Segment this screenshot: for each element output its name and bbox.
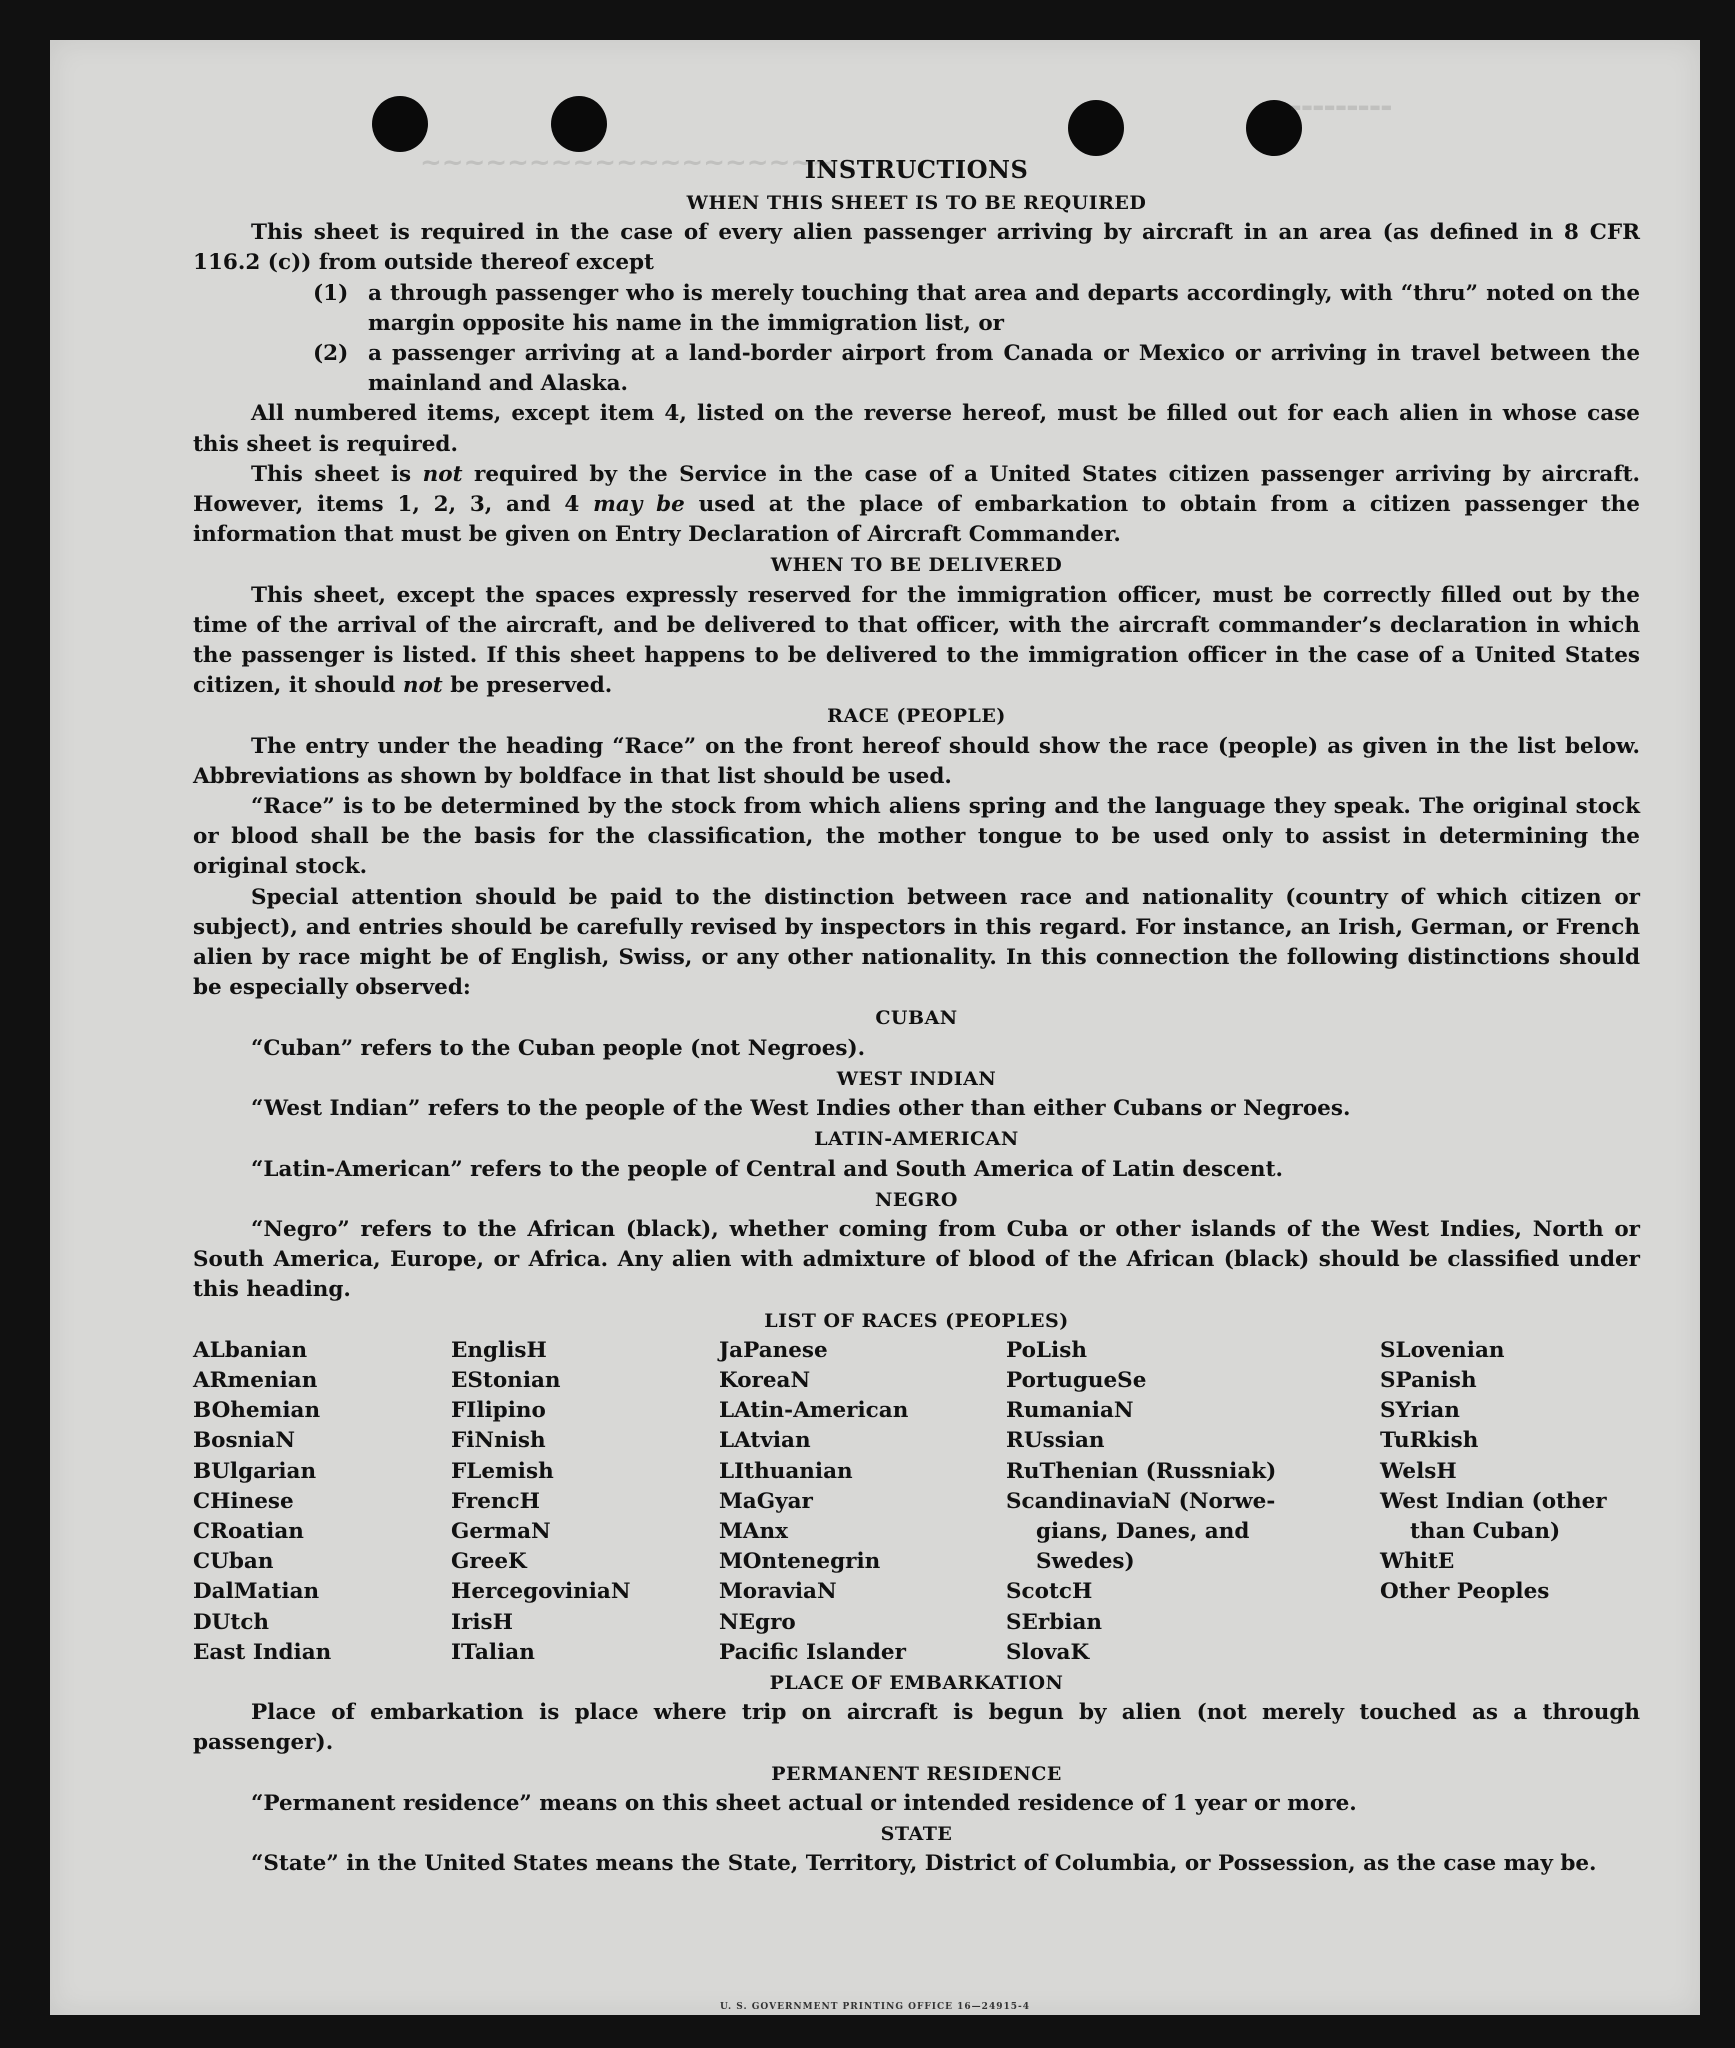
section-heading: NEGRO bbox=[875, 1188, 958, 1211]
race-item: ITalian bbox=[451, 1639, 535, 1665]
race-item: CUban bbox=[193, 1549, 274, 1575]
race-column bbox=[451, 1336, 719, 1668]
race-item: BosniaN bbox=[193, 1428, 295, 1454]
paragraph: “State” in the United States means the State, Territory, District of Columbia, or Possession, as the case may be. bbox=[251, 1851, 1597, 1877]
race-item: LAtvian bbox=[719, 1428, 811, 1454]
race-item: RumaniaN bbox=[1006, 1398, 1134, 1424]
paragraph: “Race” is to be determined by the stock from which aliens spring and the language they speak. The original stock or blood shall be the basis for the classification, the mother tongue to be used only to assist in determining the original stock. bbox=[193, 794, 1640, 880]
text-run: This sheet, except the spaces expressly reserved for the immigration officer, must be correctly filled out by the time of the arrival of the aircraft, and be delivered to that officer, with the aircraft commander’s declaration in which the passenger is listed. If this sheet happens to be delivered to the immigration officer in the case of a United States citizen, it should bbox=[193, 582, 1640, 699]
italic-text: not bbox=[402, 673, 443, 699]
race-column bbox=[719, 1336, 1006, 1668]
race-item: TuRkish bbox=[1380, 1428, 1479, 1454]
race-item: ScotcH bbox=[1006, 1579, 1093, 1605]
italic-text: not bbox=[422, 461, 463, 487]
section-heading: WEST INDIAN bbox=[836, 1067, 997, 1090]
race-item: RuThenian (Russniak) bbox=[1006, 1458, 1277, 1484]
race-item: gians, Danes, and bbox=[1036, 1518, 1250, 1544]
paragraph: “Negro” refers to the African (black), whether coming from Cuba or other islands of the West Indies, North or South America, Europe, or Africa. Any alien with admixture of blood of the African (black) should be classified under this heading. bbox=[193, 1216, 1640, 1303]
race-item: SErbian bbox=[1006, 1609, 1103, 1635]
section-heading: LIST OF RACES (PEOPLES) bbox=[764, 1309, 1069, 1332]
race-item: JaPanese bbox=[719, 1337, 828, 1363]
list-item bbox=[193, 339, 1640, 399]
race-column bbox=[1006, 1336, 1380, 1668]
race-item: GreeK bbox=[451, 1549, 527, 1575]
race-item: EnglisH bbox=[451, 1337, 547, 1363]
list-item bbox=[193, 279, 1640, 339]
printer-imprint: U. S. GOVERNMENT PRINTING OFFICE 16—24915-4 bbox=[720, 2002, 1030, 2012]
race-item: FiNnish bbox=[451, 1428, 546, 1454]
section-heading: STATE bbox=[880, 1822, 953, 1845]
italic-text: may be bbox=[593, 492, 685, 518]
item-number: (2) bbox=[313, 341, 349, 367]
text-run: The entry under the heading “Race” on the front hereof should show the race (people) as given in the list below. Abbreviations as shown by bbox=[193, 733, 1640, 789]
race-item: MAnx bbox=[719, 1518, 788, 1544]
paragraph: Special attention should be paid to the distinction between race and nationality (country of which citizen or subject), and entries should be carefully revised by inspectors in this regard. For instance, an Irish, German, or French alien by race might be of English, Swiss, or any other nationality. In this connection the following distinctions should be especially observed: bbox=[193, 884, 1640, 1001]
race-item: CRoatian bbox=[193, 1518, 304, 1544]
paragraph: “Latin-American” refers to the people of Central and South America of Latin descent. bbox=[251, 1156, 1283, 1182]
paragraph: “Permanent residence” means on this sheet actual or intended residence of 1 year or more. bbox=[251, 1790, 1357, 1816]
race-item: FIlipino bbox=[451, 1398, 546, 1424]
race-item: MaGyar bbox=[719, 1488, 813, 1514]
bold-text: boldface bbox=[519, 763, 622, 789]
race-item: IrisH bbox=[451, 1609, 513, 1635]
item-number: (1) bbox=[313, 280, 349, 306]
race-item: SYrian bbox=[1380, 1398, 1460, 1424]
race-item: NEgro bbox=[719, 1609, 796, 1635]
punch-hole bbox=[372, 96, 428, 152]
race-item: than Cuban) bbox=[1410, 1518, 1561, 1544]
race-item: GermaN bbox=[451, 1518, 551, 1544]
race-item: Other Peoples bbox=[1380, 1579, 1550, 1605]
paragraph bbox=[193, 581, 1640, 702]
text-run: used at the place of embarkation to obtain from a citizen passenger the information that must be given on Entry Declaration of Aircraft Commander. bbox=[193, 492, 1640, 548]
section-heading: RACE (PEOPLE) bbox=[827, 705, 1006, 728]
race-item: RUssian bbox=[1006, 1428, 1105, 1454]
race-item: SLovenian bbox=[1380, 1337, 1505, 1363]
race-item: CHinese bbox=[193, 1488, 294, 1514]
race-item: DUtch bbox=[193, 1609, 270, 1635]
race-item: HercegoviniaN bbox=[451, 1579, 631, 1605]
race-item: FrencH bbox=[451, 1488, 540, 1514]
paragraph bbox=[193, 460, 1640, 551]
text-run: in that list should be used. bbox=[621, 763, 952, 789]
bleed-through: ▬▬▬▬▬▬▬▬▬ bbox=[1290, 100, 1393, 114]
section-heading: LATIN-AMERICAN bbox=[814, 1128, 1019, 1151]
race-item: WhitE bbox=[1380, 1549, 1455, 1575]
race-item: PortugueSe bbox=[1006, 1367, 1147, 1393]
race-item: ALbanian bbox=[193, 1337, 308, 1363]
race-item: SlovaK bbox=[1006, 1639, 1090, 1665]
instructions-text bbox=[193, 152, 1640, 1879]
race-column bbox=[193, 1336, 451, 1668]
text-run: required by the Service in the case of a United States citizen passenger arriving by aircraft. However, items 1, 2, 3, and 4 bbox=[193, 461, 1640, 518]
document-sheet bbox=[50, 40, 1700, 2015]
section-heading: WHEN THIS SHEET IS TO BE REQUIRED bbox=[686, 192, 1147, 214]
race-item: KoreaN bbox=[719, 1367, 811, 1393]
page-title: INSTRUCTIONS bbox=[804, 155, 1029, 184]
race-list bbox=[193, 1336, 1640, 1668]
bleed-through: ~~~~~~~~~~~~~~~~~~~ bbox=[420, 148, 834, 178]
punch-hole bbox=[551, 96, 607, 152]
race-item: MOntenegrin bbox=[719, 1549, 881, 1575]
section-heading: WHEN TO BE DELIVERED bbox=[770, 554, 1063, 577]
race-item: WelsH bbox=[1380, 1458, 1457, 1484]
race-item: ScandinaviaN (Norwe- bbox=[1006, 1488, 1276, 1514]
paragraph: “West Indian” refers to the people of the West Indies other than either Cubans or Negroes. bbox=[251, 1096, 1351, 1122]
race-item: DalMatian bbox=[193, 1579, 320, 1605]
punch-hole bbox=[1068, 100, 1124, 156]
race-item: ARmenian bbox=[193, 1367, 318, 1393]
text-run: be preserved. bbox=[442, 673, 613, 699]
race-item: FLemish bbox=[451, 1458, 554, 1484]
race-item: BOhemian bbox=[193, 1398, 321, 1424]
race-item: EStonian bbox=[451, 1367, 561, 1393]
section-heading: CUBAN bbox=[875, 1007, 958, 1030]
race-item: MoraviaN bbox=[719, 1579, 837, 1605]
paragraph bbox=[193, 732, 1640, 792]
item-text: a through passenger who is merely touching that area and departs accordingly, with “thru” noted on the margin opposite his name in the immigration list, or bbox=[368, 280, 1640, 336]
paragraph: “Cuban” refers to the Cuban people (not Negroes). bbox=[251, 1035, 866, 1061]
race-column bbox=[1380, 1336, 1640, 1668]
race-item: BUlgarian bbox=[193, 1458, 317, 1484]
race-item: LAtin-American bbox=[719, 1398, 909, 1424]
item-text: a passenger arriving at a land-border airport from Canada or Mexico or arriving in travel between the mainland and Alaska. bbox=[368, 341, 1640, 397]
text-run: This sheet is bbox=[251, 461, 423, 487]
race-item: Pacific Islander bbox=[719, 1639, 906, 1665]
race-item: LIthuanian bbox=[719, 1458, 853, 1484]
race-item: SPanish bbox=[1380, 1367, 1477, 1393]
section-heading: PERMANENT RESIDENCE bbox=[771, 1762, 1062, 1785]
paragraph: Place of embarkation is place where trip on aircraft is begun by alien (not merely touched as a through passenger). bbox=[193, 1700, 1640, 1756]
race-item: East Indian bbox=[193, 1639, 332, 1665]
race-item: West Indian (other bbox=[1380, 1488, 1607, 1514]
race-item: PoLish bbox=[1006, 1337, 1087, 1363]
paragraph: All numbered items, except item 4, listed on the reverse hereof, must be filled out for each alien in whose case this sheet is required. bbox=[193, 401, 1640, 457]
paragraph: This sheet is required in the case of every alien passenger arriving by aircraft in an area (as defined in 8 CFR 116.2 (c)) from outside thereof except bbox=[193, 220, 1640, 276]
section-heading: PLACE OF EMBARKATION bbox=[769, 1671, 1064, 1694]
race-item: Swedes) bbox=[1036, 1549, 1135, 1575]
